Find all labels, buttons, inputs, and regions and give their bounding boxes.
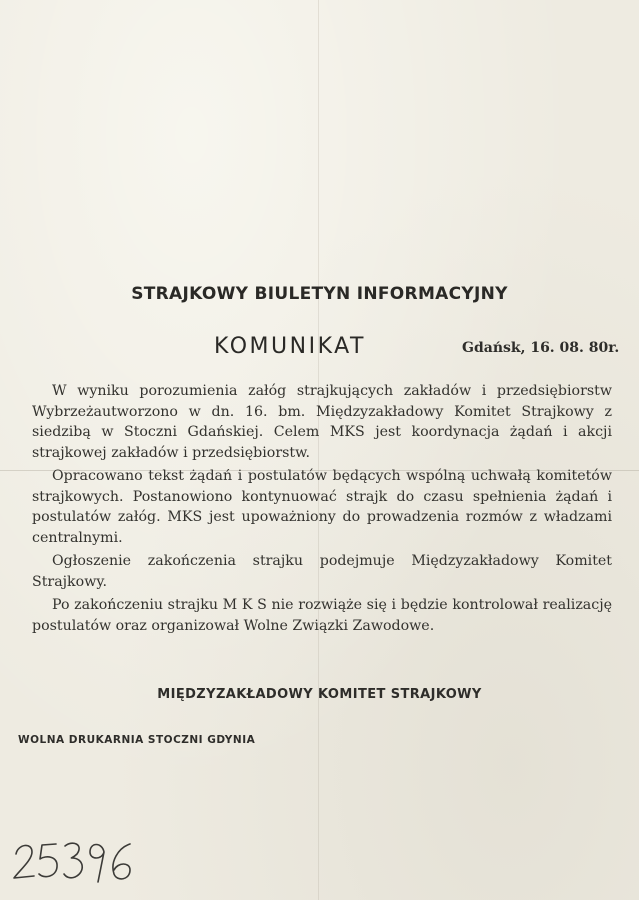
date-line: Gdańsk, 16. 08. 80r. bbox=[462, 340, 620, 356]
paragraph: Ogłoszenie zakończenia strajku podejmuje Międzyzakładowy Komitet Strajkowy. bbox=[32, 553, 612, 590]
signature-line: MIĘDZYZAKŁADOWY KOMITET STRAJKOWY bbox=[157, 687, 482, 702]
communique-title: KOMUNIKAT bbox=[214, 334, 366, 359]
printer-credit: WOLNA DRUKARNIA STOCZNI GDYNIA bbox=[18, 734, 256, 746]
handwritten-archive-number bbox=[10, 832, 140, 888]
paragraph: W wyniku porozumienia załóg strajkujących zakładów i przedsiębiorstw Wybrzeżautworzono w dn. 16. bm. Międzyzakładowy Komitet Strajkowy z siedzibą w Stoczni Gdańskiej. Celem MKS jest koordynacja żądań i akcji strajkowej zakładów i przedsiębiorstw. bbox=[32, 383, 612, 461]
communique-body bbox=[32, 381, 612, 639]
paragraph: Po zakończeniu strajku M K S nie rozwiąże się i będzie kontrolował realizację postulatów oraz organizował Wolne Związki Zawodowe. bbox=[32, 597, 612, 634]
paragraph: Opracowano tekst żądań i postulatów będących wspólną uchwałą komitetów strajkowych. Postanowiono kontynuować strajk do czasu spełnienia żądań i postulatów załóg. MKS jest upoważniony do prowadzenia rozmów z władzami centralnymi. bbox=[32, 468, 612, 546]
bulletin-heading: STRAJKOWY BIULETYN INFORMACYJNY bbox=[131, 284, 508, 304]
